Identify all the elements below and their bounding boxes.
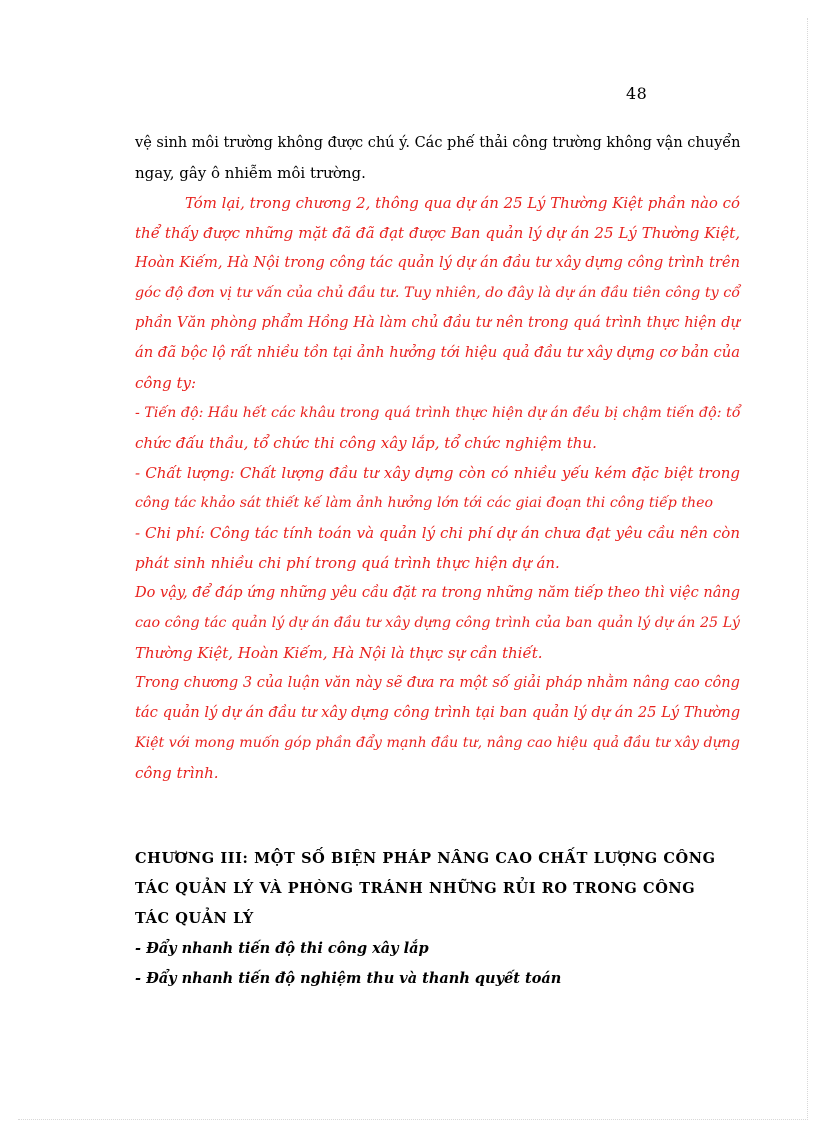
summary-line: công trình. (135, 764, 219, 782)
summary-line: phần Văn phòng phẩm Hồng Hà làm chủ đầu tư nên trong quá trình thực hiện dự (135, 314, 740, 331)
summary-line: góc độ đơn vị tư vấn của chủ đầu tư. Tuy nhiên, do đây là dự án đầu tiên công ty cổ (135, 285, 741, 301)
summary-line: Thường Kiệt, Hoàn Kiếm, Hà Nội là thực sự cần thiết. (135, 644, 543, 662)
summary-line: - Tiến độ: Hầu hết các khâu trong quá trình thực hiện dự án đều bị chậm tiến độ: tổ (135, 405, 741, 421)
bullet-item: - Đẩy nhanh tiến độ thi công xây lắp (135, 940, 429, 957)
summary-line: Tóm lại, trong chương 2, thông qua dự án 25 Lý Thường Kiệt phần nào có (185, 194, 740, 212)
summary-line: cao công tác quản lý dự án đầu tư xây dựng công trình của ban quản lý dự án 25 Lý (135, 615, 740, 631)
summary-line: Trong chương 3 của luận văn này sẽ đưa ra một số giải pháp nhằm nâng cao công (135, 674, 740, 691)
summary-line: án đã bộc lộ rất nhiều tồn tại ảnh hưởng tới hiệu quả đầu tư xây dựng cơ bản của (135, 344, 740, 361)
chapter-heading-line: TÁC QUẢN LÝ (135, 910, 254, 927)
body-line: ngay, gây ô nhiễm môi trường. (135, 164, 366, 182)
summary-line: Hoàn Kiếm, Hà Nội trong công tác quản lý dự án đầu tư xây dựng công trình trên (135, 254, 740, 271)
page-number: 48 (626, 84, 648, 103)
summary-line: Do vậy, để đáp ứng những yêu cầu đặt ra trong những năm tiếp theo thì việc nâng (135, 585, 740, 601)
page-shadow-right (807, 18, 809, 1118)
summary-line: thể thấy được những mặt đã đã đạt được Ban quản lý dự án 25 Lý Thường Kiệt, (135, 224, 740, 242)
summary-line: - Chất lượng: Chất lượng đầu tư xây dựng còn có nhiều yếu kém đặc biệt trong (135, 464, 740, 482)
body-line: vệ sinh môi trường không được chú ý. Các phế thải công trường không vận chuyển (135, 135, 741, 151)
chapter-heading-line: CHƯƠNG III: MỘT SỐ BIỆN PHÁP NÂNG CAO CHẤT LƯỢNG CÔNG (135, 850, 716, 867)
summary-line: công tác khảo sát thiết kế làm ảnh hưởng lớn tới các giai đoạn thi công tiếp theo (135, 495, 713, 511)
summary-line: Kiệt với mong muốn góp phần đẩy mạnh đầu tư, nâng cao hiệu quả đầu tư xây dựng (135, 735, 740, 751)
page-shadow-bottom (18, 1119, 808, 1121)
summary-line: tác quản lý dự án đầu tư xây dựng công trình tại ban quản lý dự án 25 Lý Thường (135, 704, 741, 721)
bullet-item: - Đẩy nhanh tiến độ nghiệm thu và thanh quyết toán (135, 970, 562, 987)
summary-line: chức đấu thầu, tổ chức thi công xây lắp, tổ chức nghiệm thu. (135, 434, 597, 452)
summary-line: phát sinh nhiều chi phí trong quá trình thực hiện dự án. (135, 554, 560, 572)
summary-line: - Chi phí: Công tác tính toán và quản lý chi phí dự án chưa đạt yêu cầu nên còn (135, 524, 740, 542)
summary-line: công ty: (135, 374, 197, 392)
chapter-heading-line: TÁC QUẢN LÝ VÀ PHÒNG TRÁNH NHỮNG RỦI RO TRONG CÔNG (135, 880, 696, 897)
